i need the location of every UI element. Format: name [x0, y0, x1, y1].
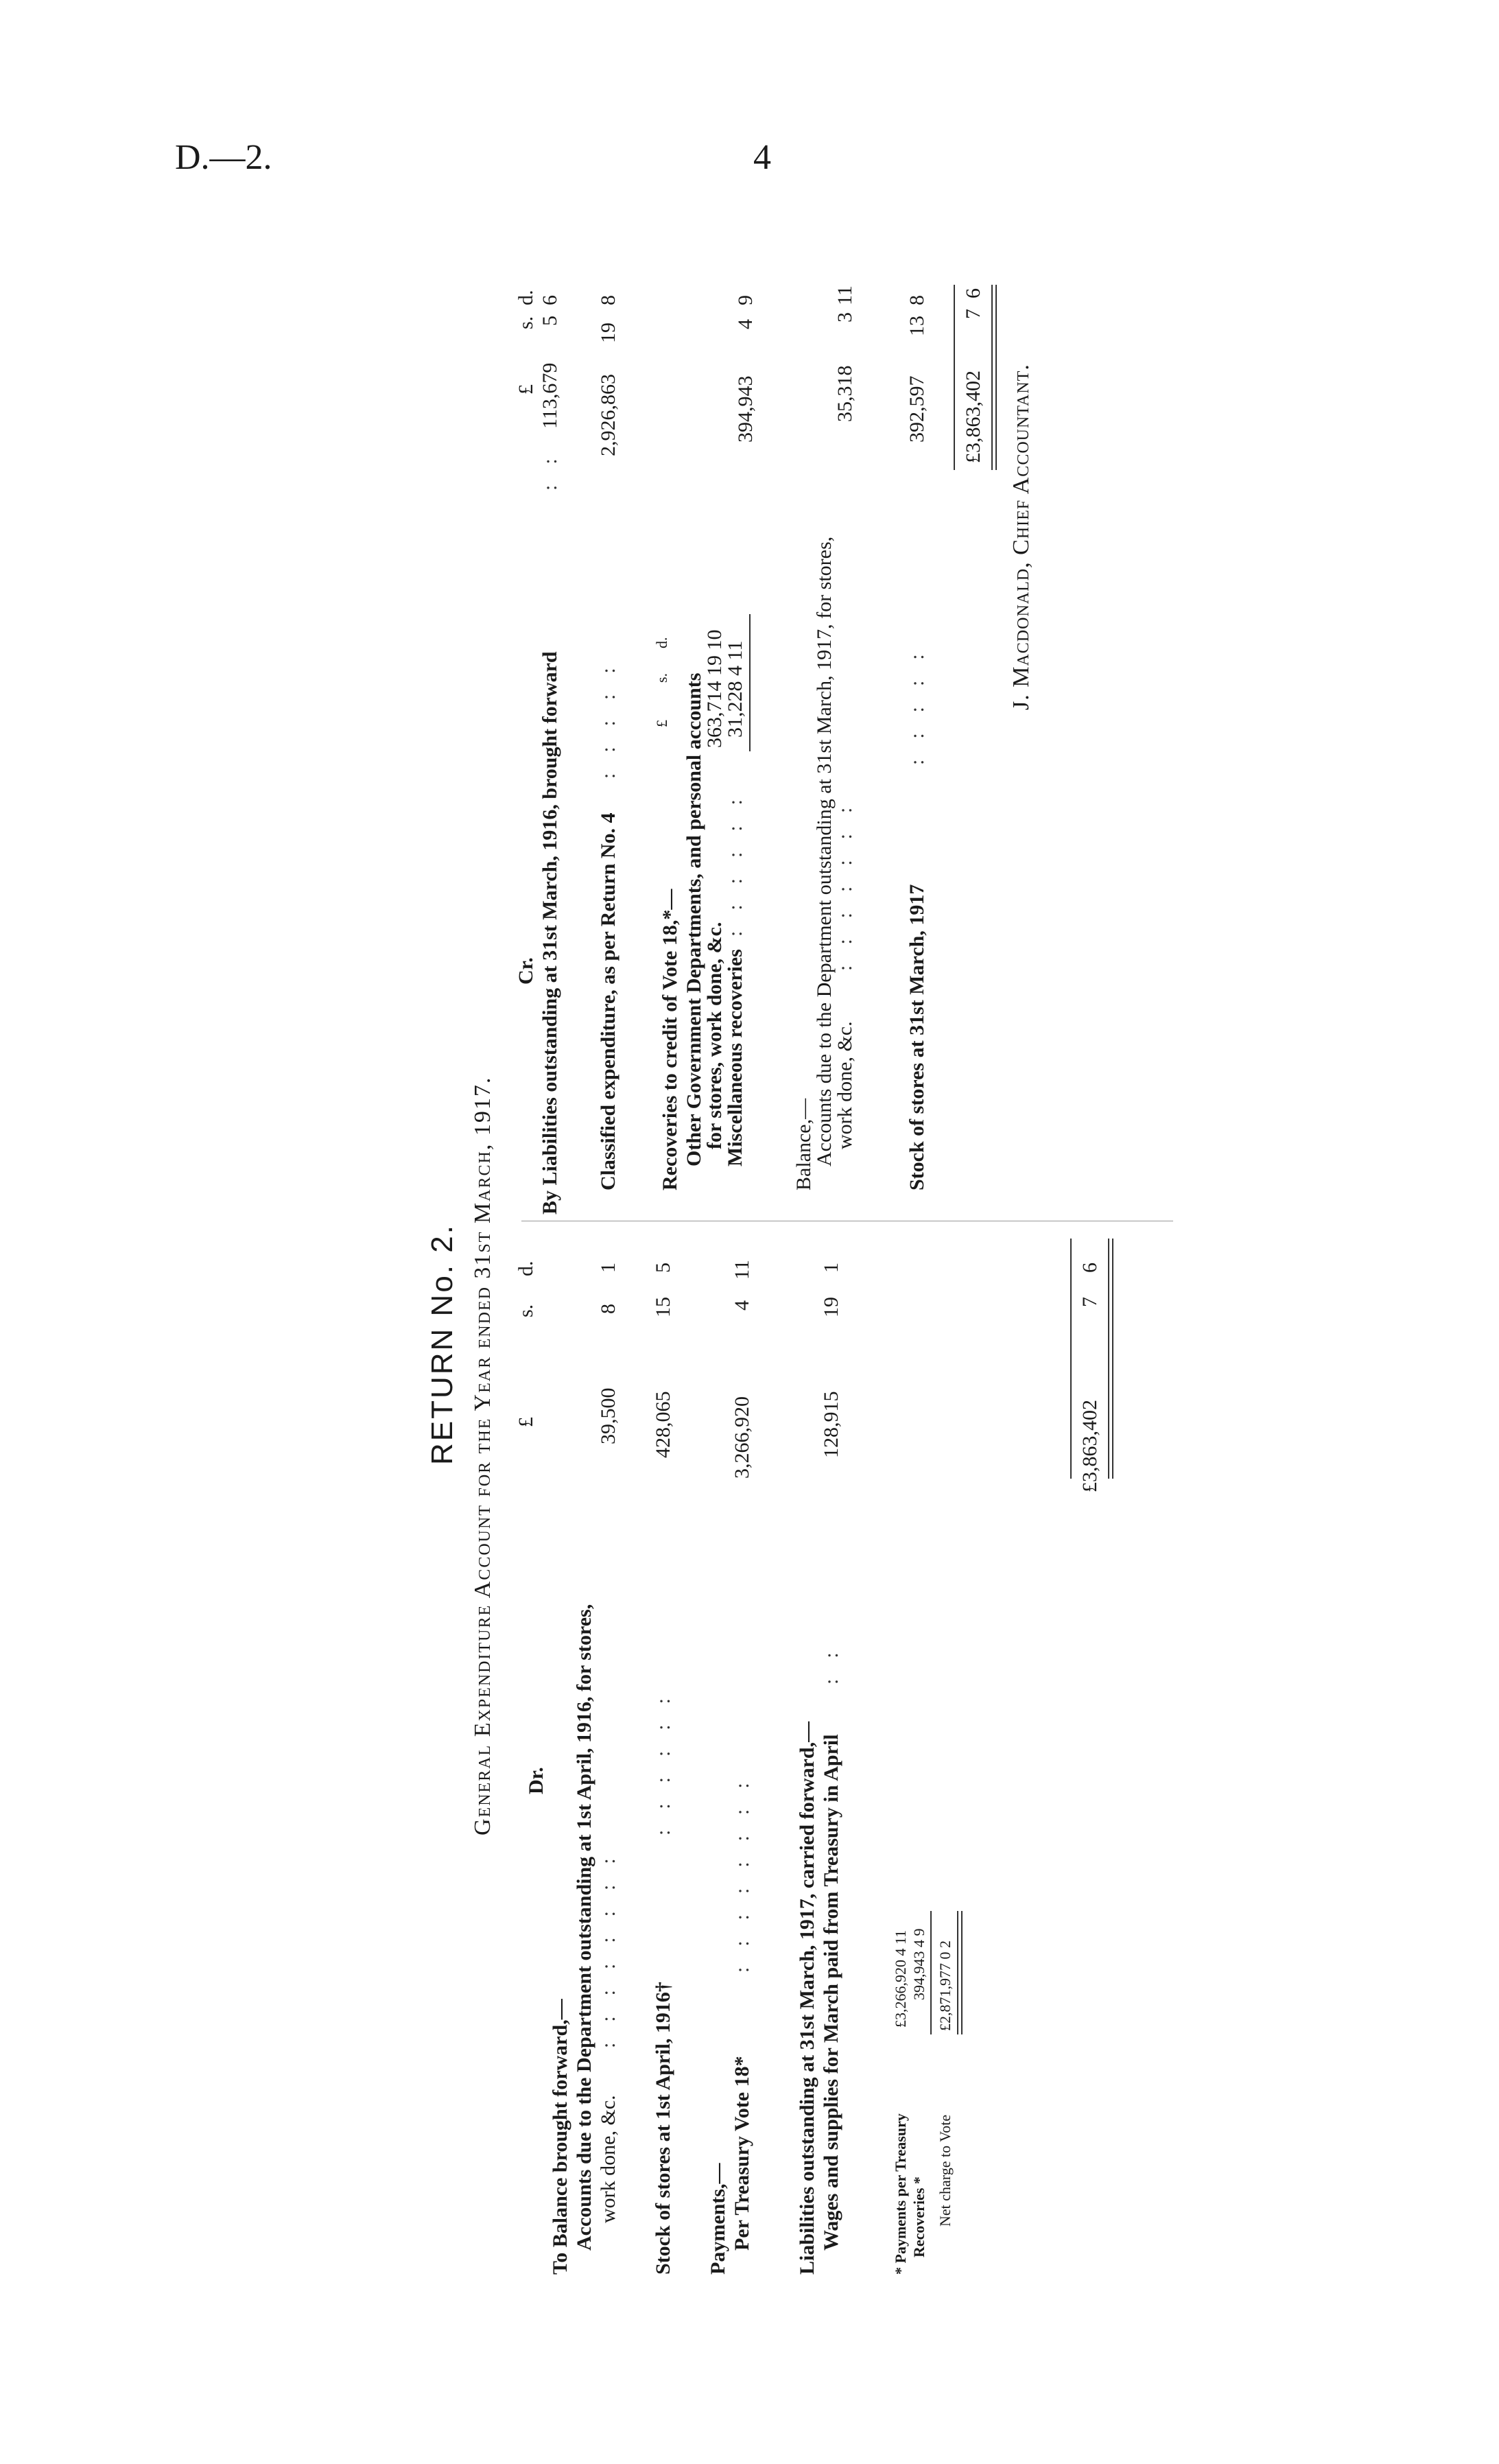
credit-v3-pounds: 394,943: [734, 375, 757, 443]
debit-total-pounds: £3,863,402: [1078, 1400, 1101, 1492]
credit-v3-s: 4: [734, 319, 757, 329]
credit-v5-pounds: 392,597: [906, 375, 928, 443]
credit-sub-pence-head: d.: [653, 637, 670, 648]
credit-sub-pound-head: £: [653, 720, 670, 727]
credit-total-rule: [954, 285, 955, 470]
debit-v4-d: 1: [820, 1263, 842, 1273]
debit-line-balance-forward: To Balance brought forward,—: [549, 1999, 571, 2275]
credit-v4-s: 3: [834, 312, 856, 322]
credit-sub-shilling-head: s.: [653, 672, 670, 683]
debit-v4-s: 19: [820, 1297, 842, 1317]
footnote-payments-value: £3,266,920 4 11: [892, 1929, 909, 2028]
account-subtitle: General Expenditure Account for the Year ended 31st March, 1917.: [470, 1076, 495, 1835]
credit-total-d: 6: [962, 288, 984, 298]
footnote-net-charge: Net charge to Vote: [936, 2114, 954, 2227]
credit-total-s: 7: [962, 309, 984, 319]
rotated-account-table: RETURN No. 2. General Expenditure Account for the Year ended 31st March, 1917. Dr. £ s. d. To Balance brought forward,— Accounts due to the Department outstanding at 1st April, 1916, for stores, work done, &c. :::::::: 39,500 8 1 Stock of stores at 1st April, 1916† :::::: 428,065 15 5 Payments,— Per Treasury Vote 18* :::::::: 3,266,920 4 11 Liabilities outstanding at 31st March, 1917, carried forward,— Wages and supplies for March paid from Treasury in April :: 128,915 19 1 £3,863,402 7 6 * Payments per Treasury £3,266,920 4 11 Recoveries * 394,943 4 9 Net charge to Vote £2,871,977 0 2 Cr. £ s. d. By Liabilities outstanding at 31st March, 1916, brought forward :: 113,679 5 6 Classified expenditure, as per Return No. 4 ::::: 2,926,863 19 8 Recoveries to credit of Vote 18,*— £ s. d. Other Government Departments, and personal accounts for stores, work done, &c. 363,714 19 10 Miscellaneous recoveries :::::: 31,228 4 11 394,943 4 9 Balance,— Accounts due to the Department outstanding at 31st March, 1917, for stores, work done, &c. ::::::: 35,318 3 11 Stock of stores at 31st March, 1917 ::::: 392,597 13 8 £3,863,402 7 6 J. Macdonald, Chief Accountant.: [412, 285, 1303, 2275]
debit-line-liabilities: Liabilities outstanding at 31st March, 1917, carried forward,—: [796, 1721, 818, 2275]
debit-v4-pounds: 128,915: [820, 1391, 842, 1458]
debit-total-double-rule: [1108, 1239, 1113, 1479]
debit-line-treasury-vote: Per Treasury Vote 18*: [731, 2056, 753, 2251]
credit-v5-d: 8: [906, 295, 928, 305]
credit-heading: Cr.: [515, 957, 537, 985]
credit-v1-pounds: 113,679: [539, 362, 561, 429]
debit-v1-d: 1: [597, 1263, 619, 1273]
debit-line-work-done: work done, &c.: [597, 2095, 619, 2223]
debit-line-payments: Payments,—: [707, 2163, 729, 2275]
debit-total-rule: [1070, 1239, 1072, 1479]
credit-v1-s: 5: [539, 316, 561, 326]
footnote-net-charge-value: £2,871,977 0 2: [936, 1940, 954, 2031]
debit-v3-pounds: 3,266,920: [731, 1396, 753, 1479]
credit-line-other-depts: Other Government Departments, and personal accounts: [683, 672, 705, 1166]
signature: J. Macdonald, Chief Accountant.: [1008, 364, 1034, 710]
debit-pound-head: £: [515, 1417, 537, 1427]
credit-v2-d: 8: [597, 295, 619, 305]
debit-heading: Dr.: [525, 1767, 547, 1794]
debit-line-accounts-due: Accounts due to the Department outstanding at 1st April, 1916, for stores,: [573, 1604, 595, 2251]
debit-v2-s: 15: [652, 1297, 674, 1317]
debit-shilling-head: s.: [515, 1304, 537, 1317]
debit-v1-s: 8: [597, 1304, 619, 1314]
credit-v4-d: 11: [834, 285, 856, 305]
debit-total-s: 7: [1078, 1297, 1101, 1307]
credit-shilling-head: s.: [515, 316, 537, 329]
footnote-recoveries-value: 394,943 4 9: [910, 1928, 928, 2000]
debit-pence-head: d.: [515, 1260, 537, 1276]
credit-line-recoveries: Recoveries to credit of Vote 18,*—: [659, 889, 681, 1190]
credit-v2-pounds: 2,926,863: [597, 374, 619, 456]
credit-line-accounts-due: Accounts due to the Department outstanding at 31st March, 1917, for stores,: [813, 536, 836, 1166]
credit-sub-value-2: 31,228 4 11: [724, 640, 746, 738]
credit-line-misc: Miscellaneous recoveries: [724, 949, 746, 1166]
debit-v2-pounds: 428,065: [652, 1391, 674, 1458]
credit-line-balance: Balance,—: [792, 1098, 815, 1190]
credit-line-liabilities: By Liabilities outstanding at 31st March, 1916, brought forward: [539, 651, 561, 1215]
credit-v3-d: 9: [734, 295, 757, 305]
debit-v3-d: 11: [731, 1260, 753, 1280]
credit-v5-s: 13: [906, 316, 928, 336]
credit-line-work-done: work done, &c.: [834, 1021, 856, 1149]
debit-v3-s: 4: [731, 1300, 753, 1311]
footnote-payments: * Payments per Treasury: [892, 2113, 909, 2275]
debit-line-stock: Stock of stores at 1st April, 1916†: [652, 1982, 674, 2275]
credit-line-stores-work: for stores, work done, &c.: [703, 922, 726, 1149]
credit-total-double-rule: [991, 285, 997, 470]
debit-v2-d: 5: [652, 1263, 674, 1273]
footnote-recoveries: Recoveries *: [910, 2176, 928, 2257]
credit-pence-head: d.: [515, 290, 537, 305]
credit-v4-pounds: 35,318: [834, 365, 856, 422]
credit-v1-d: 6: [539, 295, 561, 305]
credit-line-classified: Classified expenditure, as per Return No. 4: [597, 812, 619, 1190]
debit-line-wages: Wages and supplies for March paid from Treasury in April: [820, 1734, 842, 2251]
return-title: RETURN No. 2.: [425, 1223, 459, 1465]
credit-v2-s: 19: [597, 322, 619, 343]
page-number: 4: [753, 138, 771, 177]
credit-sub-value-1: 363,714 19 10: [703, 629, 726, 748]
debit-v1-pounds: 39,500: [597, 1387, 619, 1444]
page-code: D.—2.: [175, 138, 272, 177]
credit-pound-head: £: [515, 384, 537, 395]
debit-total-d: 6: [1078, 1263, 1101, 1273]
credit-line-stock: Stock of stores at 31st March, 1917: [906, 884, 928, 1190]
credit-total-pounds: £3,863,402: [962, 371, 984, 463]
